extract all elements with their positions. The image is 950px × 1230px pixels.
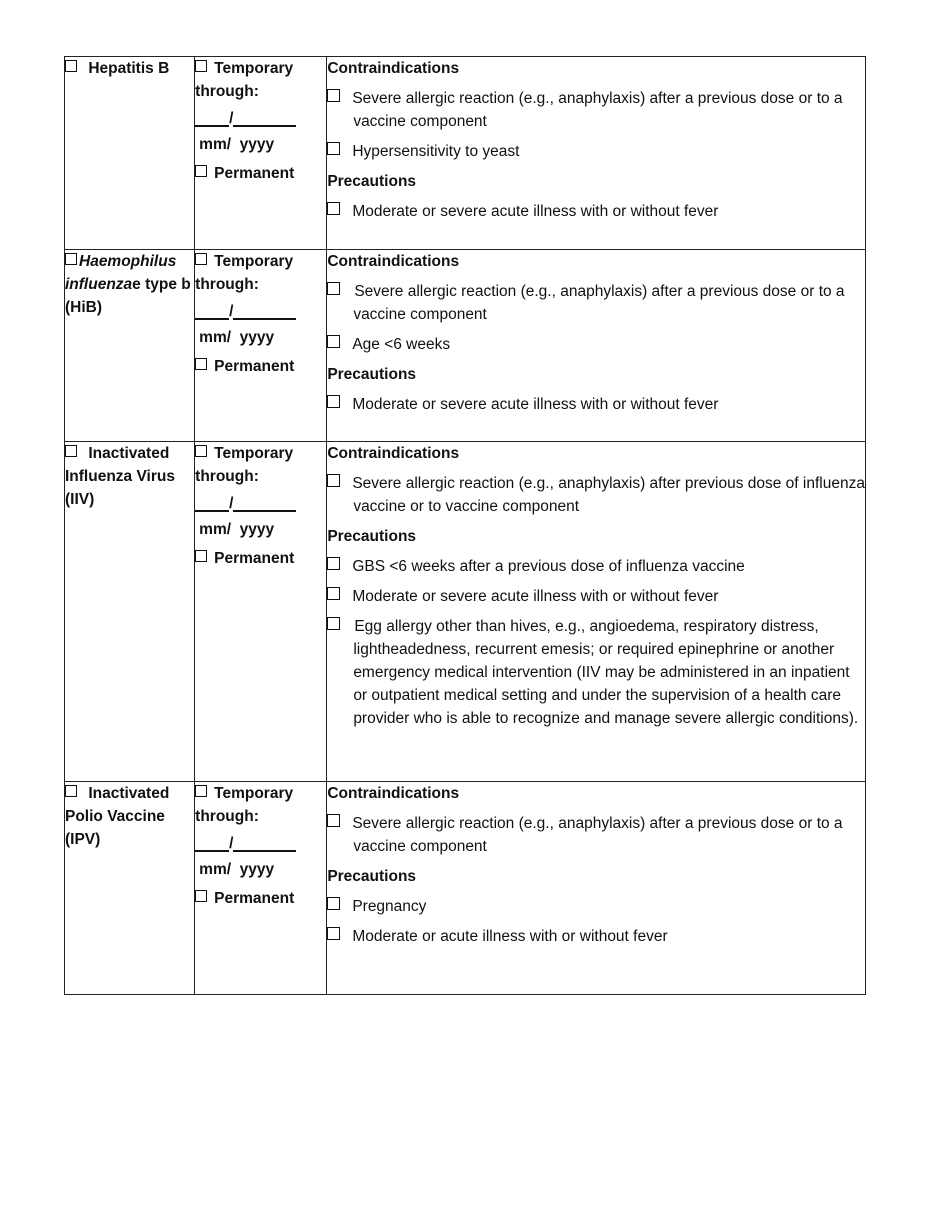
precaution-checkbox[interactable] — [327, 557, 340, 570]
vaccine-cell — [65, 442, 195, 782]
permanent-label: Permanent — [214, 165, 295, 182]
vaccine-checkbox[interactable] — [65, 785, 77, 797]
year-blank[interactable] — [233, 496, 296, 512]
vaccine-name: Inactivated Polio Vaccine (IPV) — [65, 785, 170, 848]
through-label: through: — [195, 276, 259, 293]
table-row — [65, 442, 866, 782]
permanent-label: Permanent — [214, 550, 295, 567]
permanent-checkbox[interactable] — [195, 358, 207, 370]
duration-cell — [195, 250, 327, 442]
contraindications-heading: Contraindications — [327, 253, 460, 270]
contraindication-item: Severe allergic reaction (e.g., anaphylaxis) after a previous dose or to a vaccine component — [327, 812, 865, 858]
month-blank[interactable] — [195, 304, 229, 320]
precautions-heading: Precautions — [327, 528, 417, 545]
date-format-label: mm/ yyyy — [199, 521, 275, 538]
contraindication-checkbox[interactable] — [327, 474, 340, 487]
contraindication-item: Severe allergic reaction (e.g., anaphylaxis) after a previous dose or to a vaccine component — [327, 87, 865, 133]
month-blank[interactable] — [195, 496, 229, 512]
precaution-checkbox[interactable] — [327, 202, 340, 215]
contraindication-checkbox[interactable] — [327, 282, 340, 295]
vaccine-cell — [65, 57, 195, 250]
year-blank[interactable] — [233, 836, 296, 852]
date-format-label: mm/ yyyy — [199, 136, 275, 153]
table-row — [65, 57, 866, 250]
year-blank[interactable] — [233, 304, 296, 320]
precaution-item: Pregnancy — [327, 895, 865, 918]
vaccine-name: Hepatitis B — [88, 60, 170, 77]
temporary-checkbox[interactable] — [195, 253, 207, 265]
duration-cell — [195, 442, 327, 782]
permanent-label: Permanent — [214, 358, 295, 375]
contraindication-checkbox[interactable] — [327, 142, 340, 155]
date-input[interactable] — [195, 496, 326, 512]
vaccine-checkbox[interactable] — [65, 60, 77, 72]
vaccine-exemption-table — [64, 56, 866, 995]
temporary-label: Temporary — [214, 253, 294, 270]
date-separator: / — [229, 110, 234, 127]
reasons-cell — [327, 442, 866, 782]
permanent-checkbox[interactable] — [195, 165, 207, 177]
vaccine-cell — [65, 782, 195, 995]
date-separator: / — [229, 835, 234, 852]
date-separator: / — [229, 495, 234, 512]
vaccine-cell — [65, 250, 195, 442]
table-row — [65, 250, 866, 442]
contraindications-heading: Contraindications — [327, 60, 460, 77]
year-blank[interactable] — [233, 111, 296, 127]
precaution-checkbox[interactable] — [327, 897, 340, 910]
contraindication-checkbox[interactable] — [327, 89, 340, 102]
contraindication-item: Hypersensitivity to yeast — [327, 140, 865, 163]
precaution-item: Moderate or severe acute illness with or without fever — [327, 200, 865, 223]
date-input[interactable] — [195, 836, 326, 852]
precaution-item: Moderate or severe acute illness with or without fever — [327, 393, 865, 416]
date-input[interactable] — [195, 111, 326, 127]
permanent-checkbox[interactable] — [195, 550, 207, 562]
reasons-cell — [327, 782, 866, 995]
precaution-item: Egg allergy other than hives, e.g., angioedema, respiratory distress, lightheadedness, recurrent emesis; or required epinephrine or another emergency medical intervention (IIV may be administered in an inpatient or outpatient medical setting and under the supervision of a health care provider who is able to recognize and manage severe allergic conditions). — [327, 615, 865, 730]
vaccine-name: e type b (HiB) — [65, 276, 191, 316]
precautions-heading: Precautions — [327, 366, 417, 383]
month-blank[interactable] — [195, 111, 229, 127]
precaution-checkbox[interactable] — [327, 587, 340, 600]
precautions-heading: Precautions — [327, 173, 417, 190]
reasons-cell — [327, 250, 866, 442]
through-label: through: — [195, 83, 259, 100]
date-input[interactable] — [195, 304, 326, 320]
permanent-checkbox[interactable] — [195, 890, 207, 902]
month-blank[interactable] — [195, 836, 229, 852]
table-row — [65, 782, 866, 995]
contraindications-heading: Contraindications — [327, 785, 460, 802]
permanent-label: Permanent — [214, 890, 295, 907]
through-label: through: — [195, 808, 259, 825]
duration-cell — [195, 782, 327, 995]
contraindications-heading: Contraindications — [327, 445, 460, 462]
temporary-checkbox[interactable] — [195, 445, 207, 457]
precaution-item: GBS <6 weeks after a previous dose of influenza vaccine — [327, 555, 865, 578]
vaccine-name: Inactivated Influenza Virus (IIV) — [65, 445, 175, 508]
vaccine-name-italic: Haemophilus influenza — [65, 253, 177, 293]
precaution-checkbox[interactable] — [327, 927, 340, 940]
date-format-label: mm/ yyyy — [199, 329, 275, 346]
temporary-label: Temporary — [214, 60, 294, 77]
temporary-label: Temporary — [214, 445, 294, 462]
date-separator: / — [229, 303, 234, 320]
precaution-item: Moderate or acute illness with or without fever — [327, 925, 865, 948]
vaccine-checkbox[interactable] — [65, 445, 77, 457]
contraindication-item: Severe allergic reaction (e.g., anaphylaxis) after a previous dose or to a vaccine component — [327, 280, 865, 326]
temporary-checkbox[interactable] — [195, 785, 207, 797]
temporary-checkbox[interactable] — [195, 60, 207, 72]
reasons-cell — [327, 57, 866, 250]
contraindication-checkbox[interactable] — [327, 335, 340, 348]
precaution-checkbox[interactable] — [327, 395, 340, 408]
temporary-label: Temporary — [214, 785, 294, 802]
precaution-item: Moderate or severe acute illness with or without fever — [327, 585, 865, 608]
through-label: through: — [195, 468, 259, 485]
contraindication-item: Age <6 weeks — [327, 333, 865, 356]
precautions-heading: Precautions — [327, 868, 417, 885]
date-format-label: mm/ yyyy — [199, 861, 275, 878]
duration-cell — [195, 57, 327, 250]
contraindication-checkbox[interactable] — [327, 814, 340, 827]
contraindication-item: Severe allergic reaction (e.g., anaphylaxis) after previous dose of influenza vaccine or to vaccine component — [327, 472, 865, 518]
vaccine-checkbox[interactable] — [65, 253, 77, 265]
precaution-checkbox[interactable] — [327, 617, 340, 630]
